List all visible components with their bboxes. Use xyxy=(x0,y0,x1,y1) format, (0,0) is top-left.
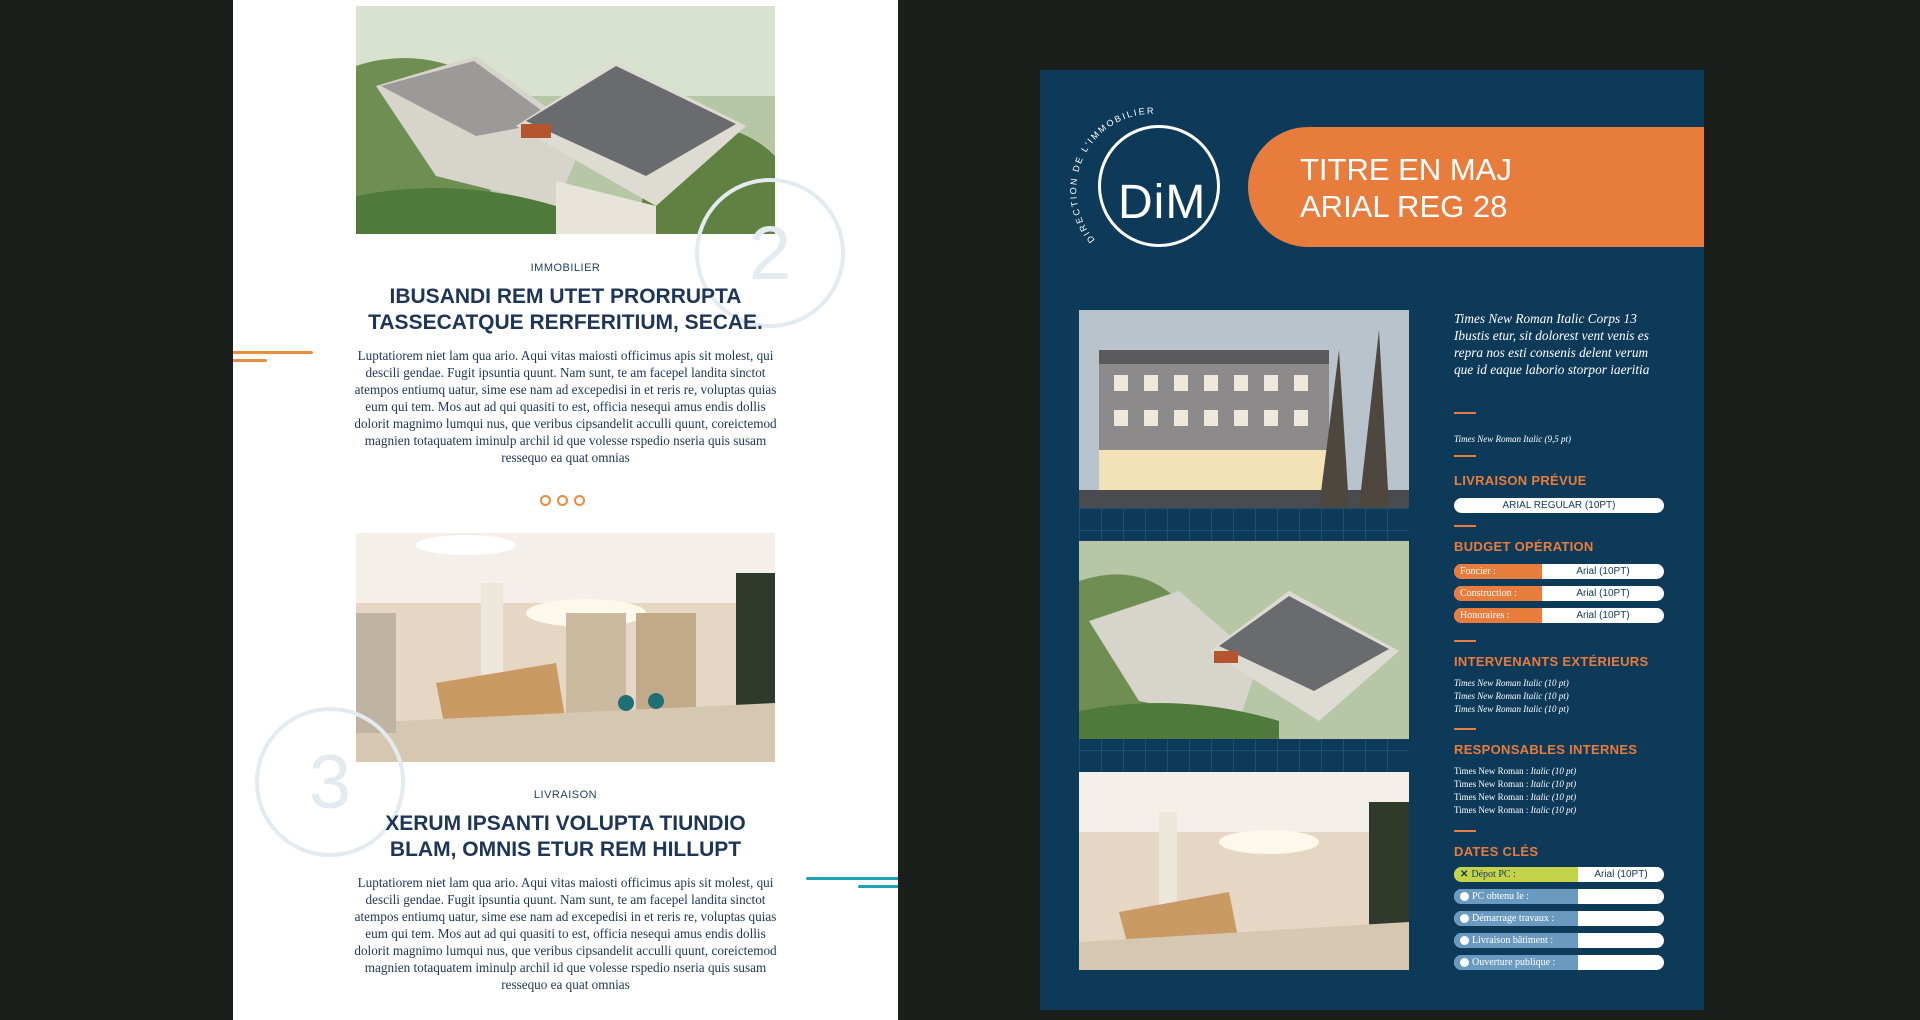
section-heading: DATES CLÉS xyxy=(1454,844,1539,859)
budget-value: Arial (10PT) xyxy=(1576,610,1630,621)
responsable-name: Times New Roman : xyxy=(1454,805,1529,815)
budget-label: Construction : xyxy=(1454,586,1542,601)
teal-accent-line xyxy=(858,885,898,888)
date-label: Dépot PC : xyxy=(1471,869,1516,880)
divider xyxy=(1454,412,1664,414)
logo: DiM xyxy=(1118,176,1207,229)
section-number: 3 xyxy=(308,739,352,825)
headline-line: TASSECATQUE RERFERITIUM, SECAE. xyxy=(368,311,763,334)
project-sheet-page xyxy=(1040,70,1704,1010)
responsable-style: Italic (10 pt) xyxy=(1530,805,1577,815)
title-line: ARIAL REG 28 xyxy=(1300,189,1508,224)
date-value: Arial (10PT) xyxy=(1594,869,1648,880)
dot-icon xyxy=(540,495,551,506)
orange-dash xyxy=(1454,455,1476,457)
section-kicker: IMMOBILIER xyxy=(530,262,601,274)
responsable-style: Italic (10 pt) xyxy=(1530,766,1577,776)
date-label: Démarrage travaux : xyxy=(1472,913,1555,924)
note-text: Times New Roman Italic (9,5 pt) xyxy=(1454,434,1571,444)
section-headline xyxy=(233,284,898,336)
divider xyxy=(1454,830,1664,832)
intervenant-line: Times New Roman Italic (10 pt) xyxy=(1454,691,1569,701)
date-label-cell xyxy=(1454,867,1578,882)
headline-line: BLAM, OMNIS ETUR REM HILLUPT xyxy=(389,838,742,861)
section-body: Luptatiorem niet lam qua ario. Aqui vitas maiosti officimus apis sit molest, qui descili gendae. Fugit ipsuntia quunt. Nam sunt, te am facepel landita sinctot atempos entiumq uatur, sime ese nam ad excepedisi in et reris re, voluptas quias eum qui tem. Mos aut ad qui quasiti to est, officia nesequi amus endis dollis dolorit magnimo lumqui nus, que veribus cipsandelit acculli quunt, coreictemod magnien totaquatem iminulp archil id que volesse rspedio nseria quis susam ressequo ea quat omnias xyxy=(354,348,777,465)
responsables-section xyxy=(1454,742,1664,817)
orange-dash xyxy=(1454,728,1476,730)
responsable-line xyxy=(1454,791,1664,804)
orange-accent-line xyxy=(233,351,313,354)
section-heading: BUDGET OPÉRATION xyxy=(1454,539,1594,554)
date-row xyxy=(1454,955,1664,970)
dot-icon xyxy=(557,495,568,506)
value-pill xyxy=(1454,498,1664,513)
intervenant-line: Times New Roman Italic (10 pt) xyxy=(1454,704,1569,714)
date-row xyxy=(1454,867,1664,882)
date-label: Ouverture publique : xyxy=(1472,957,1556,968)
budget-value: Arial (10PT) xyxy=(1576,566,1630,577)
date-label-cell xyxy=(1454,911,1578,926)
article-page xyxy=(233,0,898,1020)
date-row xyxy=(1454,889,1664,904)
orange-dash xyxy=(1454,525,1476,527)
aerial-building-photo xyxy=(356,6,775,234)
separator-dots xyxy=(540,495,585,506)
dates-section xyxy=(1454,844,1664,970)
bullet-icon xyxy=(1460,914,1469,923)
budget-label: Honoraires : xyxy=(1454,608,1542,623)
interior-lobby-photo xyxy=(356,533,775,762)
section-number: 2 xyxy=(748,210,792,296)
orange-dash xyxy=(1454,412,1476,414)
aerial-building-photo xyxy=(1079,541,1409,739)
dot-icon xyxy=(574,495,585,506)
section-body: Luptatiorem niet lam qua ario. Aqui vitas maiosti officimus apis sit molest, qui descili gendae. Fugit ipsuntia quunt. Nam sunt, te am facepel landita sinctot atempos entiumq uatur, sime ese nam ad excepedisi in et reris re, voluptas quias eum qui tem. Mos aut ad qui quasiti to est, officia nesequi amus endis dollis dolorit magnimo lumqui nus, que veribus cipsandelit acculli quunt, coreictemod magnien totaquatem iminulp archil id que volesse rspedio nseria quis susam ressequo ea quat omnias xyxy=(354,875,777,992)
pill-value: ARIAL REGULAR (10PT) xyxy=(1502,500,1616,511)
intervenant-line: Times New Roman Italic (10 pt) xyxy=(1454,678,1569,688)
orange-accent-line xyxy=(233,359,267,362)
responsable-style: Italic (10 pt) xyxy=(1530,779,1577,789)
headline-line: IBUSANDI REM UTET PRORRUPTA xyxy=(389,285,742,308)
orange-dash xyxy=(1454,830,1476,832)
section-headline xyxy=(233,811,898,863)
budget-row xyxy=(1454,586,1664,601)
divider xyxy=(1454,640,1664,642)
budget-value: Arial (10PT) xyxy=(1576,588,1630,599)
title-banner xyxy=(1248,127,1704,247)
date-label-cell xyxy=(1454,955,1578,970)
intro-note xyxy=(1454,433,1664,446)
intro-block xyxy=(1454,310,1664,378)
bullet-icon xyxy=(1460,958,1469,967)
responsable-name: Times New Roman : xyxy=(1454,779,1529,789)
date-label-cell xyxy=(1454,889,1578,904)
date-row xyxy=(1454,933,1664,948)
orange-dash xyxy=(1454,640,1476,642)
responsable-line xyxy=(1454,765,1664,778)
section-kicker: LIVRAISON xyxy=(533,789,598,801)
divider xyxy=(1454,455,1664,457)
headline-line: XERUM IPSANTI VOLUPTA TIUNDIO xyxy=(385,812,746,835)
photo-column xyxy=(1079,310,1409,970)
title-line: TITRE EN MAJ xyxy=(1300,152,1512,187)
responsable-line xyxy=(1454,778,1664,791)
interior-lobby-photo xyxy=(1079,772,1409,970)
responsable-name: Times New Roman : xyxy=(1454,792,1529,802)
date-row xyxy=(1454,911,1664,926)
date-label: Livraison bâtiment : xyxy=(1472,935,1554,946)
responsable-line xyxy=(1454,804,1664,817)
logo-arc-label: DIRECTION DE L'IMMOBILIER xyxy=(1068,105,1156,246)
divider xyxy=(1454,728,1664,730)
check-icon: ✕ xyxy=(1460,869,1469,880)
intervenants-section xyxy=(1454,654,1664,716)
teal-accent-line xyxy=(806,877,898,880)
livraison-section xyxy=(1454,473,1664,513)
budget-section xyxy=(1454,539,1664,623)
budget-row xyxy=(1454,564,1664,579)
divider xyxy=(1454,525,1664,527)
budget-label: Foncier : xyxy=(1454,564,1542,579)
date-label: PC obtenu le : xyxy=(1472,891,1529,902)
intro-text: Times New Roman Italic Corps 13 Ibustis etur, sit dolorest vent venis es repra nos esti consenis delent verum que id eaque laborio storpor iaeritia xyxy=(1454,311,1650,377)
section-heading: RESPONSABLES INTERNES xyxy=(1454,742,1638,757)
street-building-photo xyxy=(1079,310,1409,508)
section-heading: INTERVENANTS EXTÉRIEURS xyxy=(1454,654,1649,669)
responsable-style: Italic (10 pt) xyxy=(1530,792,1577,802)
budget-row xyxy=(1454,608,1664,623)
responsable-name: Times New Roman : xyxy=(1454,766,1529,776)
bullet-icon xyxy=(1460,936,1469,945)
bullet-icon xyxy=(1460,892,1469,901)
date-label-cell xyxy=(1454,933,1578,948)
section-heading: LIVRAISON PRÉVUE xyxy=(1454,473,1587,488)
